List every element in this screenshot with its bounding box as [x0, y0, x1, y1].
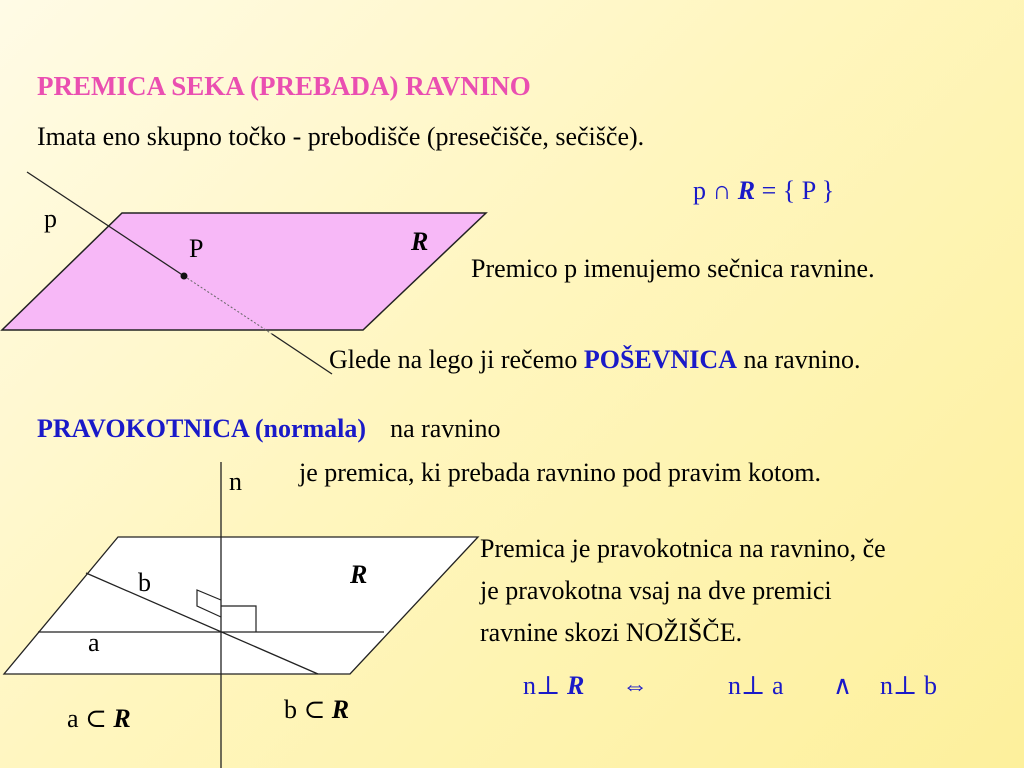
formula-n-perp-a: n⊥ a — [728, 671, 784, 700]
label-p-line: p — [44, 204, 57, 233]
text-secnica: Premico p imenujemo sečnica ravnine. — [471, 254, 875, 283]
text-posevnica: Glede na lego ji rečemo POŠEVNICA na ravnino. — [329, 345, 861, 374]
condition-line-3: ravnine skozi NOŽIŠČE. — [480, 618, 743, 647]
formula-normal-left: n⊥ R — [523, 671, 585, 700]
point-p-dot — [181, 273, 188, 280]
condition-line-2: je pravokotna vsaj na dve premici — [480, 576, 832, 605]
normal-definition: je premica, ki prebada ravnino pod pravim kotom. — [299, 458, 822, 487]
formula-n-perp-b: n⊥ b — [880, 671, 937, 700]
formula-intersection: p ∩ R = { P } — [693, 176, 835, 205]
normal-heading: PRAVOKOTNICA (normala) na ravnino — [37, 414, 501, 443]
subset-b-in-r: b ⊂ R — [284, 695, 350, 724]
formula-iff: ⇔ — [622, 671, 648, 700]
label-n: n — [229, 467, 242, 496]
subset-a-in-r: a ⊂ R — [67, 704, 131, 733]
formula-and: ∧ — [833, 671, 853, 700]
label-b: b — [138, 568, 151, 597]
line-p-lower — [272, 334, 332, 374]
label-point-p: P — [189, 234, 204, 263]
label-a: a — [88, 628, 100, 657]
page-title: PREMICA SEKA (PREBADA) RAVNINO — [37, 71, 531, 101]
subtitle: Imata eno skupno točko - prebodišče (presečišče, sečišče). — [37, 122, 645, 151]
label-plane-r2: R — [350, 560, 368, 589]
condition-line-1: Premica je pravokotnica na ravnino, če — [480, 534, 886, 563]
label-plane-r1: R — [411, 227, 429, 256]
